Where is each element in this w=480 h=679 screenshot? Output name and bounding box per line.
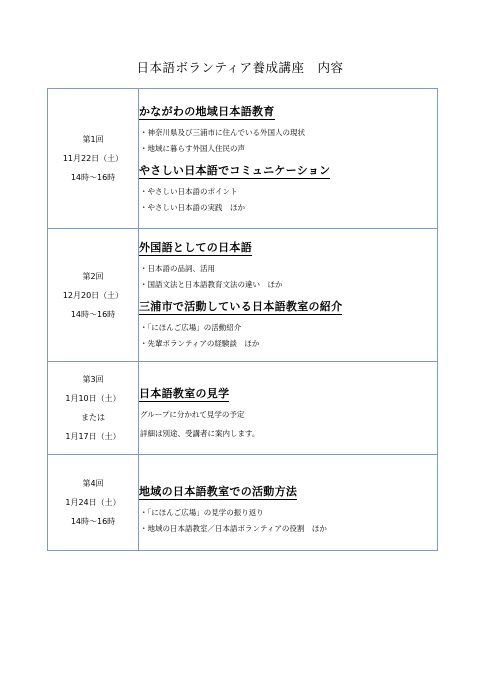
text-line: 詳細は別途、受講者に案内します。	[140, 428, 260, 438]
session-content	[139, 455, 438, 551]
table-row	[48, 229, 438, 362]
session-time: 14時～16時	[70, 309, 116, 319]
session-date: 12月20日（土）	[62, 290, 124, 300]
session-time: 14時～16時	[70, 517, 116, 526]
topic-heading: やさしい日本語でコミュニケーション	[139, 163, 331, 177]
list-item: ・地域に暮らす外国人住民の声	[140, 143, 245, 153]
topic-heading: 外国語としての日本語	[139, 241, 252, 254]
session-time: 14時～16時	[70, 173, 116, 182]
session-info	[48, 362, 139, 455]
list-item: ・「にほんご広場」の活動紹介	[140, 323, 242, 332]
session-content	[139, 89, 438, 229]
list-item: ・日本語の品詞、活用	[140, 264, 215, 273]
session-number: 第4回	[82, 479, 104, 488]
session-info	[48, 89, 139, 229]
topic-heading: かながわの地域日本語教育	[139, 104, 275, 118]
session-info	[48, 229, 139, 362]
session-date: 1月10日（土）	[65, 394, 121, 403]
list-item: ・神奈川県及び三浦市に住んでいる外国人の現状	[140, 127, 305, 137]
list-item: ・地域の日本語教室／日本語ボランティアの役割 ほか	[140, 524, 327, 533]
table-row	[48, 89, 438, 229]
session-date: 1月24日（土）	[65, 498, 121, 507]
session-content	[139, 229, 438, 362]
session-date: 1月17日（土）	[65, 432, 121, 441]
list-item: ・「にほんご広場」の見学の振り返り	[140, 508, 264, 517]
course-schedule-table	[47, 88, 438, 551]
session-content	[139, 362, 438, 455]
session-number: 第1回	[82, 135, 104, 144]
topic-heading: 地域の日本語教室での活動方法	[139, 485, 298, 498]
text-line: グループに分かれて見学の予定	[140, 409, 245, 419]
session-number: 第2回	[82, 271, 104, 281]
session-date: 11月22日（土）	[62, 154, 124, 163]
list-item: ・やさしい日本語の実践 ほか	[140, 202, 245, 212]
topic-heading: 日本語教室の見学	[139, 386, 230, 400]
list-item: ・国語文法と日本語教育文法の違い ほか	[140, 280, 283, 289]
list-item: ・やさしい日本語のポイント	[140, 186, 238, 196]
topic-heading: 三浦市で活動している日本語教室の紹介	[139, 300, 343, 313]
table-row	[48, 455, 438, 551]
list-item: ・先輩ボランティアの経験談 ほか	[140, 339, 260, 348]
session-or: または	[81, 413, 105, 422]
session-number: 第3回	[82, 375, 104, 384]
session-info	[48, 455, 139, 551]
page-title: 日本語ボランティア養成講座 内容	[136, 60, 344, 75]
table-row	[48, 362, 438, 455]
